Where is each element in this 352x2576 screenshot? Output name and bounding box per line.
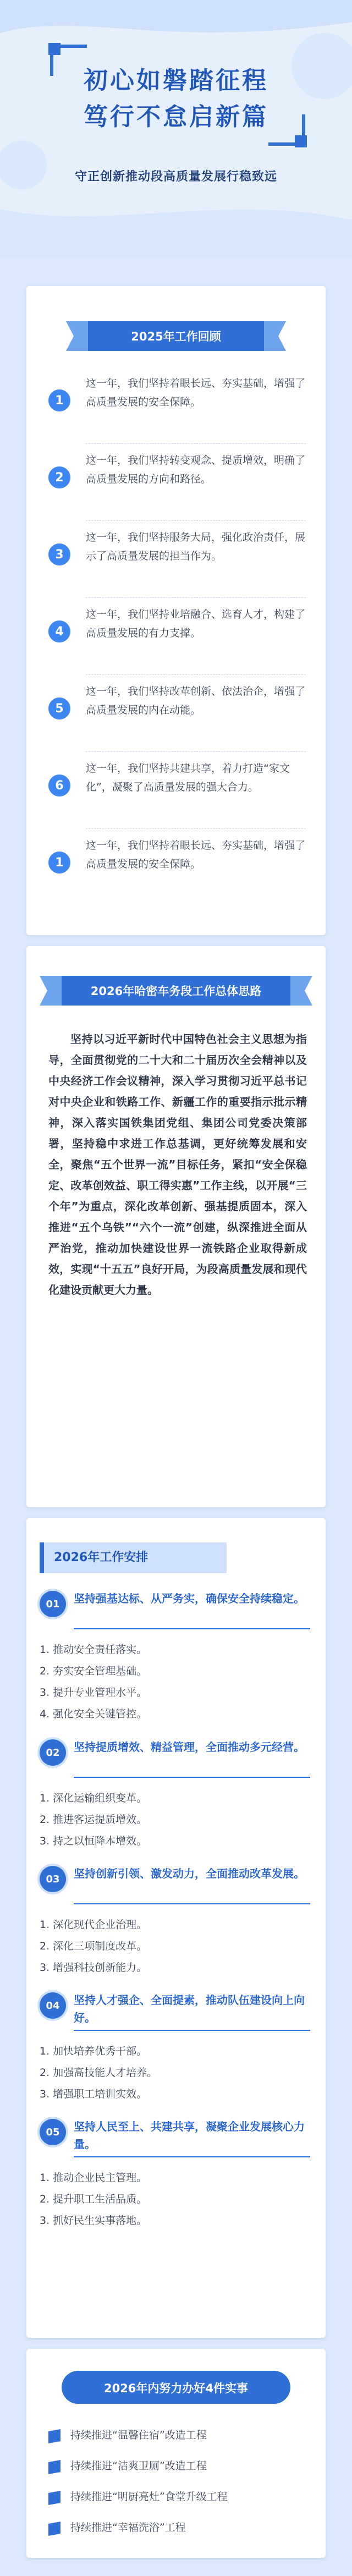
list-item: 2. 提升职工生活品质。 <box>40 2193 147 2205</box>
flag-icon <box>48 2429 61 2443</box>
review-item-number: 1 <box>48 389 70 411</box>
plan-section-number: 03 <box>40 1866 66 1892</box>
divider <box>86 520 306 521</box>
plan-card <box>26 1518 326 2338</box>
plan-section-header <box>40 2118 312 2151</box>
title-line-2: 笃行不怠启新篇 <box>84 103 268 131</box>
project-item <box>48 2426 307 2448</box>
divider <box>86 674 306 675</box>
flag-icon <box>48 2522 61 2536</box>
outline-body: 坚持以习近平新时代中国特色社会主义思想为指导，全面贯彻党的二十大和二十届历次全会精神以及中央经济工作会议精神，深入学习贯彻习近平总书记对中央企业和铁路工作、新疆工作的重要指示批示精神，深入落实国铁集团党组、集团公司党委决策部署，坚持稳中求进工作总基调，更好统筹发展和安全，聚焦“五个世界一流”目标任务，紧扣“安全保稳定、改革创效益、职工得实惠”工作主线，以开展“三个年”为重点，深化改革创新、强基提质固本，深入推进“五个乌铁”“六个一流”创建，纵深推进全面从严治党，推动加快建设世界一流铁路企业取得新成效，实现“十五五”良好开局，为段高质量发展和现代化建设贡献更大力量。 <box>48 1032 307 1297</box>
review-heading <box>26 314 326 358</box>
heading-right-deco <box>264 321 286 351</box>
subtitle: 守正创新推动段高质量发展行稳致远 <box>74 170 277 184</box>
review-item-number: 6 <box>48 775 70 797</box>
list-item: 1. 深化运输组织变革。 <box>40 1792 147 1804</box>
plan-heading <box>40 1542 227 1573</box>
plan-heading-bar <box>40 1542 44 1573</box>
plan-section-title: 坚持创新引领、激发动力，全面推动改革发展。 <box>74 1867 305 1880</box>
projects-title: 2026年内努力办好4件实事 <box>103 2382 249 2395</box>
plan-section-list <box>40 1639 312 1725</box>
list-item: 1. 加快培养优秀干部。 <box>40 2045 147 2057</box>
list-item: 2. 加强高技能人才培养。 <box>40 2067 158 2079</box>
heading-right-deco <box>290 976 312 1006</box>
heading-left-deco <box>40 976 62 1006</box>
list-item: 3. 增强职工培训实效。 <box>40 2088 147 2100</box>
flag-icon <box>48 2491 61 2505</box>
review-item-number: 5 <box>48 697 70 719</box>
list-item: 3. 提升专业管理水平。 <box>40 1687 147 1699</box>
heading-left-deco <box>66 321 88 351</box>
project-item <box>48 2457 307 2479</box>
flag-icon <box>48 2460 61 2474</box>
project-text: 持续推进“明厨亮灶”食堂升级工程 <box>70 2491 228 2503</box>
plan-section-header <box>40 1590 312 1618</box>
list-item: 1. 推动安全责任落实。 <box>40 1644 147 1656</box>
list-item: 2. 夯实安全管理基础。 <box>40 1665 147 1677</box>
list-item: 2. 推进客运提质增效。 <box>40 1814 147 1826</box>
plan-section-title: 坚持人才强企、全面提素，推动队伍建设向上向好。 <box>74 1993 305 2024</box>
list-item: 1. 深化现代企业治理。 <box>40 1919 147 1931</box>
review-item-number: 3 <box>48 543 70 565</box>
project-text: 持续推进“洁爽卫厕”改造工程 <box>70 2460 207 2472</box>
project-item <box>48 2487 307 2509</box>
plan-section-header <box>40 1991 312 2024</box>
plan-section-title: 坚持人民至上、共建共享，凝聚企业发展核心力量。 <box>74 2120 305 2151</box>
divider <box>86 443 306 444</box>
list-item: 3. 抓好民生实事落地。 <box>40 2215 147 2227</box>
plan-section-number: 04 <box>40 1992 66 2019</box>
plan-section-number: 05 <box>40 2119 66 2145</box>
plan-section-rule <box>74 1777 310 1778</box>
plan-section-list <box>40 1788 312 1852</box>
outline-heading <box>26 968 326 1012</box>
plan-section-list <box>40 2041 312 2105</box>
review-item-number: 4 <box>48 620 70 642</box>
list-item: 2. 深化三项制度改革。 <box>40 1940 147 1952</box>
list-item: 3. 持之以恒降本增效。 <box>40 1835 147 1847</box>
review-item-text: 这一年，我们坚持共建共享，着力打造“家文化”，凝聚了高质量发展的强大合力。 <box>86 762 290 793</box>
divider <box>86 597 306 598</box>
outline-title: 2026年哈密车务段工作总体思路 <box>62 976 290 1006</box>
review-item-text: 这一年，我们坚持着眼长远、夯实基础，增强了高质量发展的安全保障。 <box>86 377 306 408</box>
review-item-text: 这一年，我们坚持服务大局，强化政治责任，展示了高质量发展的担当作为。 <box>86 531 306 562</box>
project-text: 持续推进“幸福洗浴”工程 <box>70 2522 186 2534</box>
plan-title: 2026年工作安排 <box>54 1551 148 1564</box>
plan-section-number: 01 <box>40 1591 66 1617</box>
review-item-text: 这一年，我们坚持着眼长远、夯实基础，增强了高质量发展的安全保障。 <box>86 839 306 870</box>
list-item: 3. 增强科技创新能力。 <box>40 1962 147 1974</box>
plan-section-header <box>40 1865 312 1893</box>
plan-section-list <box>40 2167 312 2232</box>
review-item-text: 这一年，我们坚持改革创新、依法治企，增强了高质量发展的内在动能。 <box>86 685 306 716</box>
review-card <box>26 286 326 935</box>
list-item: 4. 强化安全关键管控。 <box>40 1708 147 1720</box>
plan-section-rule <box>74 1903 310 1904</box>
review-item-number: 2 <box>48 466 70 488</box>
projects-heading <box>62 2371 290 2404</box>
list-item: 1. 推动企业民主管理。 <box>40 2172 147 2184</box>
project-text: 持续推进“温馨住宿”改造工程 <box>70 2429 207 2441</box>
projects-card <box>26 2349 326 2558</box>
divider <box>86 751 306 752</box>
outline-card <box>26 946 326 1507</box>
plan-section-rule <box>74 2156 310 2157</box>
plan-section-title: 坚持提质增效、精益管理，全面推动多元经营。 <box>74 1740 305 1754</box>
plan-section-rule <box>74 1628 310 1629</box>
project-item <box>48 2518 307 2540</box>
plan-section-list <box>40 1914 312 1979</box>
review-title: 2025年工作回顾 <box>88 321 264 351</box>
review-item-text: 这一年，我们坚持转变观念、提质增效，明确了高质量发展的方向和路径。 <box>86 454 306 485</box>
plan-section-title: 坚持强基达标、从严务实，确保安全持续稳定。 <box>74 1592 305 1605</box>
plan-section-header <box>40 1738 312 1767</box>
title-line-1: 初心如磐踏征程 <box>84 67 268 95</box>
divider <box>86 828 306 829</box>
plan-section-number: 02 <box>40 1739 66 1766</box>
header <box>0 0 352 259</box>
review-item-text: 这一年，我们坚持业培融合、选育人才，构建了高质量发展的有力支撑。 <box>86 608 306 639</box>
plan-section-rule <box>74 2030 310 2031</box>
review-item-number: 1 <box>48 852 70 874</box>
